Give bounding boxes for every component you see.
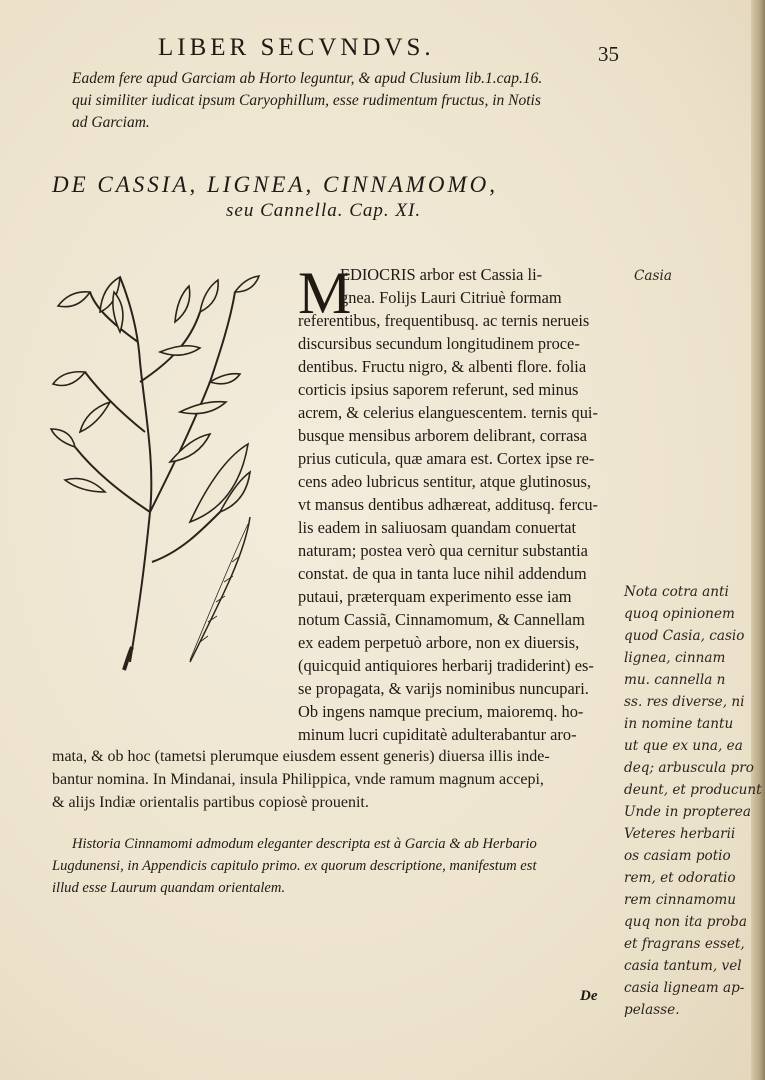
body-line: prius cuticula, quæ amara est. Cortex ipse re- — [298, 449, 595, 468]
marginal-note-line: lignea, cinnam — [624, 650, 726, 666]
running-head: LIBER SECVNDVS. — [158, 34, 435, 61]
drop-cap: M — [298, 260, 352, 326]
marginal-note-line: quq non ita proba — [624, 914, 747, 930]
top-note-line: ad Garciam. — [72, 114, 150, 131]
marginal-note-line: casia ligneam ap- — [624, 980, 745, 996]
marginal-note-line: rem, et odoratio — [624, 870, 736, 886]
body-line-full: bantur nomina. In Mindanai, insula Philippica, vnde ramum magnum accepi, — [52, 771, 544, 788]
marginal-note-line: Veteres herbarii — [624, 826, 736, 842]
marginal-note-line: deq; arbuscula pro — [624, 760, 754, 776]
body-line: Ob ingens namque precium, maioremq. ho- — [298, 702, 584, 721]
marginal-note-line: et fragrans esset, — [624, 936, 745, 952]
marginal-note-line: casia tantum, vel — [624, 958, 742, 974]
marginal-note-line: os casiam potio — [624, 848, 731, 864]
body-line: EDIOCRIS arbor est Cassia li- — [340, 265, 543, 284]
catchword: De — [580, 988, 598, 1004]
closing-note-line: Lugdunensi, in Appendicis capitulo primo. ex quorum descriptione, manifestum est — [52, 858, 537, 874]
body-line-full: & alijs Indiæ orientalis partibus copiosè prouenit. — [52, 794, 369, 811]
body-line: naturam; postea verò qua cernitur substantia — [298, 541, 588, 560]
marginal-note-line: ss. res diverse, ni — [624, 694, 745, 710]
marginal-note-line: in nomine tantu — [624, 716, 734, 732]
body-line: gnea. Folijs Lauri Citriuè formam — [340, 288, 562, 307]
body-line: se propagata, & varijs nominibus nuncupari. — [298, 679, 589, 698]
top-note-line: Eadem fere apud Garciam ab Horto leguntur, & apud Clusium lib.1.cap.16. — [72, 70, 543, 87]
marginal-note-casia: Casia — [634, 268, 672, 284]
closing-note-line: Historia Cinnamomi admodum eleganter descripta est à Garcia & ab Herbario — [72, 836, 537, 852]
body-line: notum Cassiã, Cinnamomum, & Cannellam — [298, 610, 585, 629]
body-line: lis eadem in saliuosam quandam conuertat — [298, 518, 577, 537]
body-line: ex eadem perpetuò arbore, non ex diuersis, — [298, 633, 580, 652]
marginal-note-line: mu. cannella n — [624, 672, 726, 688]
marginal-note-line: pelasse. — [624, 1002, 680, 1018]
page-number: 35 — [598, 42, 619, 66]
marginal-note-line: Unde in propterea — [624, 804, 751, 820]
body-line: cens adeo lubricus sentitur, atque glutinosus, — [298, 472, 591, 491]
body-line: discursibus secundum longitudinem proce- — [298, 334, 580, 353]
body-line: busque mensibus arborem delibrant, corrasa — [298, 426, 588, 445]
body-line: vt mansus dentibus adhæreat, additusq. fercu- — [298, 495, 598, 514]
body-line: putaui, præterquam experimento esse iam — [298, 587, 572, 606]
marginal-note-line: ut que ex una, ea — [624, 738, 743, 754]
marginal-note-line: quod Casia, casio — [624, 628, 745, 644]
body-line: dentibus. Fructu nigro, & albenti flore. folia — [298, 357, 587, 376]
closing-note-line: illud esse Laurum quandam orientalem. — [52, 880, 286, 896]
body-line: acrem, & celerius elanguescentem. ternis qui- — [298, 403, 598, 422]
marginal-note-line: Nota cotra anti — [624, 584, 729, 600]
marginal-note-line: quoq opinionem — [624, 606, 735, 622]
page-gutter — [751, 0, 765, 1080]
body-line: (quicquid antiquiores herbarij tradiderint) es- — [298, 656, 594, 675]
chapter-title: DE CASSIA, LIGNEA, CINNAMOMO, — [52, 172, 499, 197]
body-line: corticis ipsius saporem referunt, sed minus — [298, 380, 579, 399]
marginal-note-line: rem cinnamomu — [624, 892, 737, 908]
body-line: minum lucri cupiditatè adulterabantur aro- — [298, 725, 577, 744]
chapter-subtitle: seu Cannella. Cap. XI. — [226, 200, 422, 221]
body-line: constat. de qua in tanta luce nihil addendum — [298, 564, 587, 583]
top-note-line: qui similiter iudicat ipsum Caryophillum, esse rudimentum fructus, in Notis — [72, 92, 541, 109]
body-line-full: mata, & ob hoc (tametsi plerumque eiusdem essent generis) diuersa illis inde- — [52, 748, 550, 765]
cassia-branch-illustration — [50, 262, 280, 672]
marginal-note-line: deunt, et producunt — [624, 782, 762, 798]
body-line: referentibus, frequentibusq. ac ternis nerueis — [298, 311, 590, 330]
